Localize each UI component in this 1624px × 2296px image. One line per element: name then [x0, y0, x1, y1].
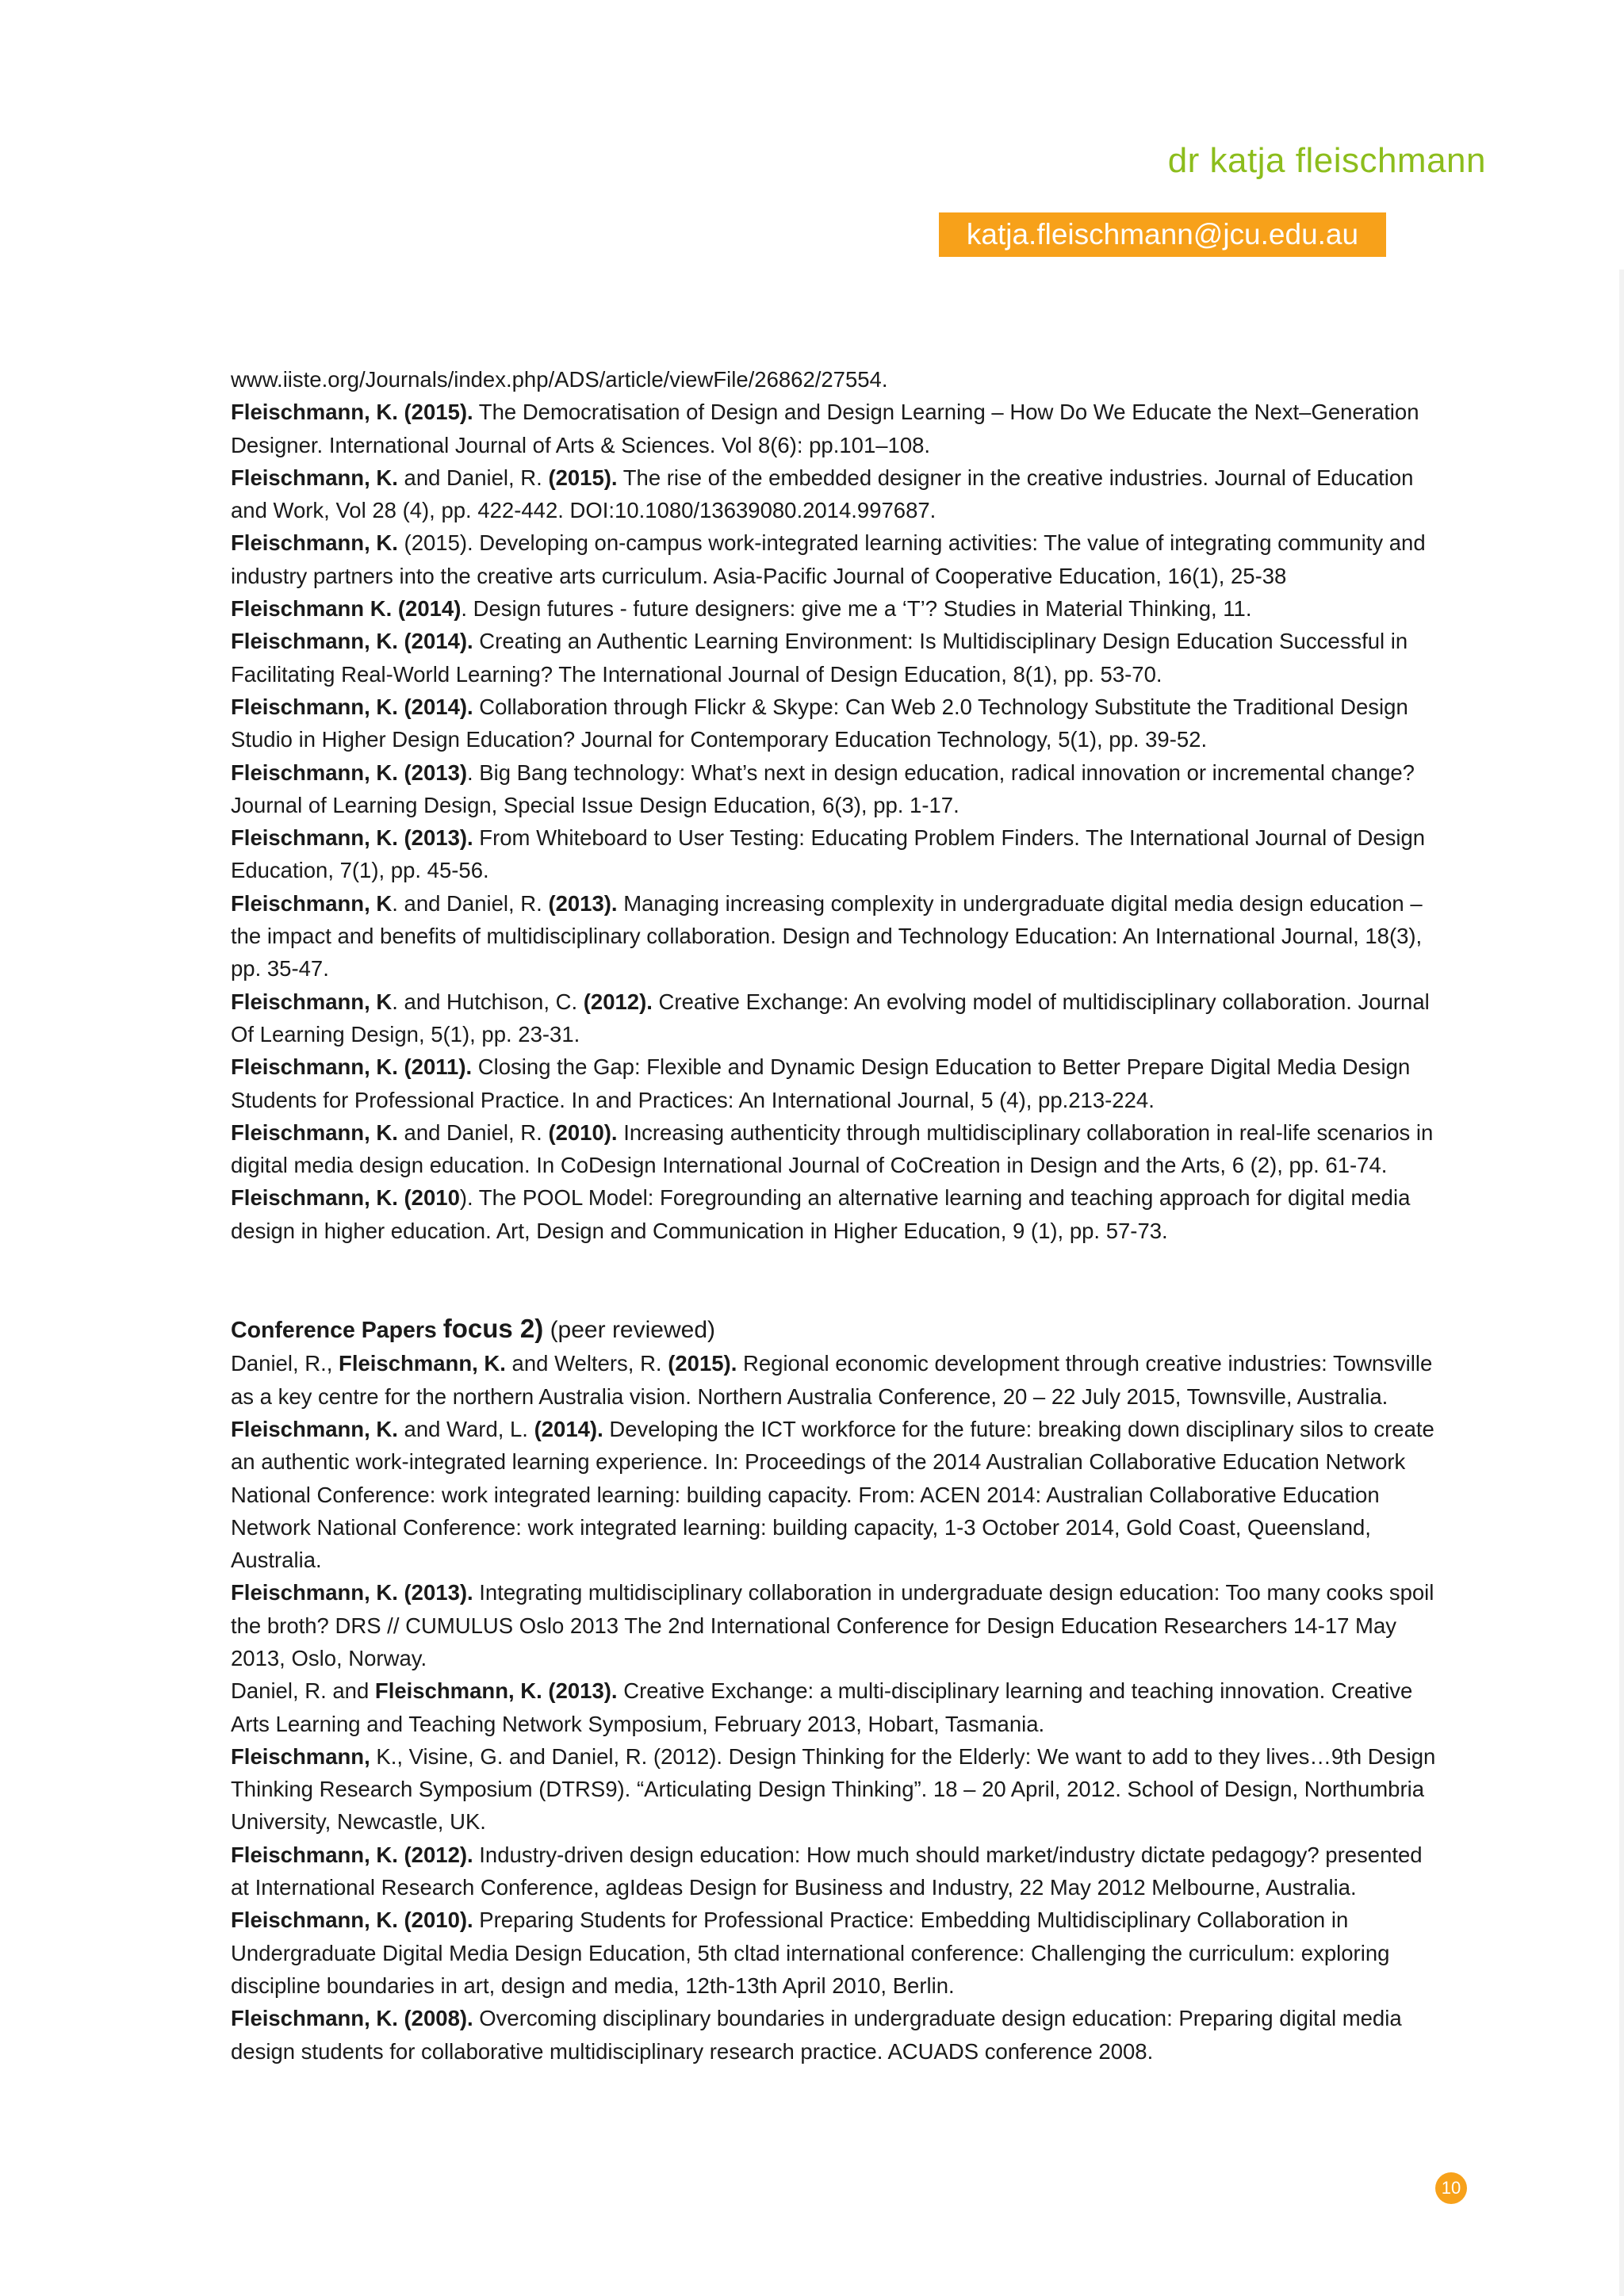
conference-entry	[231, 2002, 1439, 2068]
entry-author-emphasis: (2014).	[534, 1416, 603, 1441]
entry-text: Creating an Authentic Learning Environment: Is Multidisciplinary Design Education Successful in Facilitating Real-World Learning? The International Journal of Design Education, 8(1), pp. 53-70.	[231, 629, 1408, 687]
entry-author-emphasis: Fleischmann, K. (2013).	[231, 825, 473, 851]
conference-entry	[231, 1413, 1439, 1576]
heading-focus: focus 2)	[442, 1314, 544, 1344]
entry-text: Daniel, R. and	[231, 1678, 375, 1704]
entry-author-emphasis: Fleischmann, K. (2013)	[231, 760, 468, 785]
journal-entry	[231, 592, 1439, 625]
entry-text: Overcoming disciplinary boundaries in undergraduate design education: Preparing digital media design students for collaborative multidisciplinary research practice. ACUADS conference 2008.	[231, 2006, 1402, 2064]
entry-text: Creative Exchange: a multi-disciplinary learning and teaching innovation. Creative Arts Learning and Teaching Network Symposium, February 2013, Hobart, Tasmania.	[231, 1678, 1413, 1736]
entry-text: Developing the ICT workforce for the future: breaking down disciplinary silos to create an authentic work-integrated learning experience. In: Proceedings of the 2014 Australian Collaborative Education Network National Conference: work integrated learning: building capacity. From: ACEN 2014: Australian Collaborative Education Network National Conference: work integrated learning: building capacity, 1-3 October 2014, Gold Coast, Queensland, Australia.	[231, 1416, 1434, 1573]
journal-entry	[231, 985, 1439, 1051]
entry-text: Creative Exchange: An evolving model of multidisciplinary collaboration. Journal Of Learning Design, 5(1), pp. 23-31.	[231, 989, 1430, 1047]
email-badge[interactable]: katja.fleischmann@jcu.edu.au	[939, 212, 1386, 257]
entry-author-emphasis: (2010).	[548, 1119, 618, 1145]
journal-entry	[231, 625, 1439, 691]
entry-text: (2015). Developing on-campus work-integrated learning activities: The value of integrating community and industry partners into the creative arts curriculum. Asia-Pacific Journal of Cooperative Education, 16(1), 25-38	[231, 530, 1426, 588]
journal-entry	[231, 396, 1439, 461]
entry-author-emphasis: (2013).	[548, 890, 618, 916]
page-edge-shadow	[1619, 270, 1624, 2296]
conference-entry	[231, 1904, 1439, 2002]
page-number-badge: 10	[1435, 2172, 1467, 2204]
journal-entry	[231, 691, 1439, 756]
conference-entry	[231, 1674, 1439, 1740]
entry-text: ). The POOL Model: Foregrounding an alternative learning and teaching approach for digital media design in higher education. Art, Design and Communication in Higher Education, 9 (1), pp. 57-73.	[231, 1185, 1411, 1243]
entry-author-emphasis: Fleischmann, K	[231, 989, 393, 1014]
heading-main: Conference Papers	[231, 1318, 443, 1344]
entry-author-emphasis: Fleischmann, K	[231, 890, 393, 916]
entry-author-emphasis: Fleischmann, K.	[339, 1351, 506, 1376]
entry-author-emphasis: Fleischmann, K.	[231, 530, 398, 556]
entry-author-emphasis: Fleischmann K. (2014)	[231, 596, 462, 622]
entry-text: and Ward, L.	[397, 1416, 534, 1441]
entry-text: and Welters, R.	[505, 1351, 668, 1376]
entry-author-emphasis: Fleischmann, K. (2011).	[231, 1054, 473, 1080]
entry-author-emphasis: Fleischmann, K. (2013).	[231, 1580, 473, 1605]
entry-text: The rise of the embedded designer in the creative industries. Journal of Education and Work, Vol 28 (4), pp. 422-442. DOI:10.1080/13639080.2014.997687.	[231, 465, 1414, 523]
entry-author-emphasis: Fleischmann, K. (2015).	[231, 400, 473, 425]
entry-author-emphasis: Fleischmann, K.	[231, 1416, 398, 1441]
entry-text: Industry-driven design education: How much should market/industry dictate pedagogy? presented at International Research Conference, agIdeas Design for Business and Industry, 22 May 2012 Melbourne, Australia.	[231, 1842, 1423, 1900]
entry-text: Regional economic development through creative industries: Townsville as a key centre for the northern Australia vision. Northern Australia Conference, 20 – 22 July 2015, Townsville, Australia.	[231, 1351, 1433, 1409]
entry-author-emphasis: Fleischmann, K. (2010).	[231, 1908, 473, 1933]
entry-author-emphasis: Fleischmann, K. (2012).	[231, 1842, 473, 1867]
entry-author-emphasis: Fleischmann, K. (2008).	[231, 2006, 473, 2031]
entry-author-emphasis: Fleischmann, K. (2010	[231, 1185, 460, 1211]
entry-author-emphasis: Fleischmann, K.	[231, 1119, 398, 1145]
heading-note: (peer reviewed)	[543, 1317, 715, 1344]
entry-author-emphasis: Fleischmann, K. (2014).	[231, 629, 473, 654]
entry-text: . Design futures - future designers: give me a ‘T’? Studies in Material Thinking, 11.	[461, 596, 1252, 622]
journal-entry	[231, 526, 1439, 592]
journal-entry	[231, 1050, 1439, 1116]
publication-list	[231, 363, 1439, 2068]
entry-text: Closing the Gap: Flexible and Dynamic Design Education to Better Prepare Digital Media Design Students for Professional Practice. In and Practices: An International Journal, 5 (4), pp.213-224.	[231, 1054, 1411, 1112]
journal-articles-list	[231, 363, 1439, 1247]
entry-text: . and Daniel, R.	[392, 890, 549, 916]
journal-entry	[231, 887, 1439, 985]
entry-text: and Daniel, R.	[397, 465, 549, 490]
conference-entry	[231, 1576, 1439, 1674]
journal-entry	[231, 1181, 1439, 1247]
journal-entry	[231, 1116, 1439, 1182]
entry-text: Managing increasing complexity in undergraduate digital media design education – the impact and benefits of multidisciplinary collaboration. Design and Technology Education: An International Journal, 18(3), pp. 35-47.	[231, 890, 1423, 982]
entry-author-emphasis: Fleischmann, K. (2014).	[231, 694, 473, 719]
journal-entry	[231, 461, 1439, 527]
entry-text: Collaboration through Flickr & Skype: Can Web 2.0 Technology Substitute the Traditional Design Studio in Higher Design Education? Journal for Contemporary Education Technology, 5(1), pp. 39-52.	[231, 694, 1408, 752]
conference-papers-heading	[231, 1312, 1439, 1347]
conference-entry	[231, 1347, 1439, 1413]
section-spacer	[231, 1247, 1439, 1312]
conference-papers-list	[231, 1347, 1439, 2068]
entry-author-emphasis: (2015).	[668, 1351, 737, 1376]
entry-text: Increasing authenticity through multidisciplinary collaboration in real-life scenarios in digital media design education. In CoDesign International Journal of CoCreation in Design and the Arts, 6 (2), pp. 61-74.	[231, 1119, 1434, 1178]
entry-author-emphasis: Fleischmann, K. (2013).	[374, 1678, 618, 1704]
entry-text: and Daniel, R.	[397, 1119, 549, 1145]
entry-author-emphasis: (2015).	[548, 465, 618, 490]
entry-text: Daniel, R.,	[231, 1351, 339, 1376]
entry-author-emphasis: (2012).	[583, 989, 653, 1014]
journal-entry	[231, 756, 1439, 822]
entry-text: K., Visine, G. and Daniel, R. (2012). Design Thinking for the Elderly: We want to add to they lives…9th Design Thinking Research Symposium (DTRS9). “Articulating Design Thinking”. 18 – 20 April, 2012. School of Design, Northumbria University, Newcastle, UK.	[231, 1743, 1436, 1835]
conference-entry	[231, 1839, 1439, 1904]
entry-text: Integrating multidisciplinary collaboration in undergraduate design education: Too many cooks spoil the broth? DRS // CUMULUS Oslo 2013 The 2nd International Conference for Design Education Researchers 14-17 May 2013, Oslo, Norway.	[231, 1580, 1434, 1670]
author-name: dr katja fleischmann	[1167, 141, 1486, 180]
journal-entry	[231, 821, 1439, 887]
entry-text: Preparing Students for Professional Practice: Embedding Multidisciplinary Collaboration in Undergraduate Digital Media Design Education, 5th cltad international conference: Challenging the curriculum: exploring discipline boundaries in art, design and media, 12th-13th April 2010, Berlin.	[231, 1908, 1390, 1998]
entry-text: www.iiste.org/Journals/index.php/ADS/article/viewFile/26862/27554.	[231, 367, 888, 392]
conference-entry	[231, 1740, 1439, 1839]
entry-text: . Big Bang technology: What’s next in design education, radical innovation or incremental change? Journal of Learning Design, Special Issue Design Education, 6(3), pp. 1-17.	[231, 760, 1415, 817]
journal-entry	[231, 363, 1439, 396]
entry-author-emphasis: Fleischmann, K.	[231, 465, 398, 490]
entry-text: . and Hutchison, C.	[392, 989, 584, 1014]
entry-text: The Democratisation of Design and Design Learning – How Do We Educate the Next–Generation Designer. International Journal of Arts & Sciences. Vol 8(6): pp.101–108.	[231, 400, 1419, 457]
entry-text: From Whiteboard to User Testing: Educating Problem Finders. The International Journal of Design Education, 7(1), pp. 45-56.	[231, 825, 1426, 883]
entry-author-emphasis: Fleischmann,	[231, 1743, 370, 1769]
